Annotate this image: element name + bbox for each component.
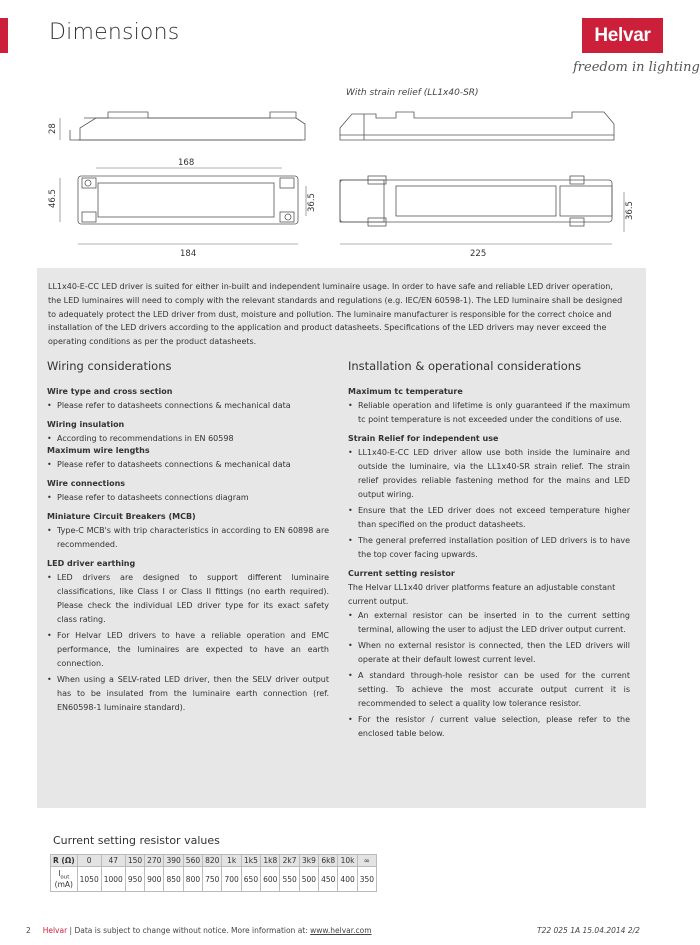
table-cell: 950 bbox=[125, 867, 144, 892]
driver-top-view bbox=[78, 176, 298, 224]
table-cell: 150 bbox=[125, 855, 144, 867]
wiring-section bbox=[47, 559, 329, 715]
table-cell: ∞ bbox=[357, 855, 376, 867]
list-item: • Ensure that the LED driver does not exceed temperature higher than specified on the product datasheets. bbox=[348, 504, 630, 532]
table-cell: 47 bbox=[101, 855, 125, 867]
dim-width-inner: 36.5 bbox=[307, 193, 317, 212]
document-reference: T22 025 1A 15.04.2014 2/2 bbox=[537, 926, 640, 935]
installation-section bbox=[348, 569, 630, 741]
intro-paragraph: LL1x40-E-CC LED driver is suited for either in-built and independent luminaire usage. In order to have safe and reliable LED driver operation, the LED luminaires will need to comply with the relevant standards and regulations (e.g. IEC/EN 60598-1). The LED luminaire shall be designed to adequately protect the LED driver from dust, moisture and pollution. The luminaire manufacturer is responsible for the correct choice and installation of the LED drivers according to the application and product datasheets. Specifications of the LED drivers may never exceed the operating conditions as per the product datasheets. bbox=[48, 282, 623, 347]
list-item: • An external resistor can be inserted in to the current setting terminal, allowing the user to adjust the LED driver output current. bbox=[348, 609, 630, 637]
table-cell: 0 bbox=[77, 855, 101, 867]
section-heading: Wire type and cross section bbox=[47, 387, 173, 396]
header-accent-bar bbox=[0, 18, 8, 53]
table-cell: 1k bbox=[222, 855, 241, 867]
list-item: • For Helvar LED drivers to have a reliable operation and EMC performance, the luminaires are expected to have an earth connection. bbox=[47, 629, 329, 671]
table-cell: 550 bbox=[280, 867, 299, 892]
driver-side-view bbox=[70, 112, 305, 140]
list-item: • Please refer to datasheets connections & mechanical data bbox=[47, 399, 329, 413]
list-item: • Type-C MCB's with trip characteristics in according to EN 60898 are recommended. bbox=[47, 524, 329, 552]
list-item: • Reliable operation and lifetime is only guaranteed if the maximum tc point temperature is not exceeded under the conditions of use. bbox=[348, 399, 630, 427]
wiring-section bbox=[47, 387, 329, 413]
table-cell: 700 bbox=[222, 867, 241, 892]
table-cell: 2k7 bbox=[280, 855, 299, 867]
table-cell: 850 bbox=[164, 867, 183, 892]
footer-brand: Helvar bbox=[42, 926, 68, 935]
table-cell: 450 bbox=[319, 867, 338, 892]
wiring-section bbox=[47, 479, 329, 505]
table-cell: 10k bbox=[338, 855, 357, 867]
section-heading: Miniature Circuit Breakers (MCB) bbox=[47, 512, 196, 521]
tagline: freedom in lighting bbox=[573, 60, 700, 75]
installation-section bbox=[348, 387, 630, 427]
table-cell: 900 bbox=[145, 867, 164, 892]
dimension-drawings bbox=[0, 95, 677, 265]
wiring-section bbox=[47, 420, 329, 446]
installation-column bbox=[348, 359, 630, 748]
table-row bbox=[51, 855, 377, 867]
table-row-header bbox=[51, 855, 78, 867]
wiring-section bbox=[47, 446, 329, 472]
table-cell: 500 bbox=[299, 867, 318, 892]
resistor-intro: The Helvar LL1x40 driver platforms feature an adjustable constant current output. bbox=[348, 583, 616, 606]
list-item: • When using a SELV-rated LED driver, then the SELV driver output has to be insulated from the luminaire earth connection (ref. EN60598-1 luminaire standard). bbox=[47, 673, 329, 715]
table-cell: 750 bbox=[203, 867, 222, 892]
wiring-title: Wiring considerations bbox=[47, 359, 172, 373]
dim-width-sr: 36.5 bbox=[625, 201, 635, 220]
list-item: • When no external resistor is connected, then the LED drivers will operate at their default lowest current level. bbox=[348, 639, 630, 667]
table-row-header bbox=[51, 867, 78, 892]
footer bbox=[26, 926, 372, 935]
list-item: • A standard through-hole resistor can be used for the current setting. To achieve the most accurate output current it is recommended to select a quality low tolerance resistor. bbox=[348, 669, 630, 711]
table-cell: 3k9 bbox=[299, 855, 318, 867]
dim-length-outer: 184 bbox=[180, 249, 197, 259]
dim-height: 28 bbox=[48, 123, 58, 134]
i-label-unit: (mA) bbox=[54, 880, 73, 890]
footer-url-link[interactable]: www.helvar.com bbox=[310, 926, 372, 935]
dim-width: 46.5 bbox=[48, 189, 58, 208]
table-cell: 390 bbox=[164, 855, 183, 867]
section-heading: Wiring insulation bbox=[47, 420, 125, 429]
table-cell: 400 bbox=[338, 867, 357, 892]
table-cell: 820 bbox=[203, 855, 222, 867]
driver-sr-top-view bbox=[340, 176, 612, 226]
dim-length-sr: 225 bbox=[470, 249, 487, 259]
strain-relief-label: With strain relief (LL1x40-SR) bbox=[346, 88, 479, 98]
list-item: • For the resistor / current value selection, please refer to the enclosed table below. bbox=[348, 713, 630, 741]
table-cell: 1k8 bbox=[261, 855, 280, 867]
wiring-section bbox=[47, 512, 329, 552]
i-label-main: I bbox=[58, 868, 61, 878]
table-cell: 350 bbox=[357, 867, 376, 892]
installation-title: Installation & operational considerations bbox=[348, 359, 582, 373]
r-label: R (Ω) bbox=[53, 856, 75, 865]
page-number: 2 bbox=[26, 926, 31, 935]
table-cell: 560 bbox=[183, 855, 202, 867]
list-item: • Please refer to datasheets connections diagram bbox=[47, 491, 329, 505]
table-row bbox=[51, 867, 377, 892]
logo-text: Helvar bbox=[594, 24, 651, 46]
wiring-column bbox=[47, 359, 329, 722]
installation-section bbox=[348, 434, 630, 562]
section-heading: Maximum tc temperature bbox=[348, 387, 463, 396]
list-item: • LL1x40-E-CC LED driver allow use both inside the luminaire and outside the luminaire, via the LL1x40-SR strain relief. The strain relief provides reliable fastening method for the mains and LED output wiring. bbox=[348, 446, 630, 502]
page-title: Dimensions bbox=[49, 20, 180, 45]
section-heading: LED driver earthing bbox=[47, 559, 136, 568]
list-item: • According to recommendations in EN 60598 bbox=[47, 432, 329, 446]
driver-sr-side-view bbox=[340, 112, 614, 140]
i-label-sub: out bbox=[60, 874, 70, 881]
list-item: • LED drivers are designed to support different luminaire classifications, like Class I or Class II fittings (no earth required). Please check the individual LED driver type for its exact safety class rating. bbox=[47, 571, 329, 627]
table-cell: 270 bbox=[145, 855, 164, 867]
table-cell: 600 bbox=[261, 867, 280, 892]
dim-length-inner: 168 bbox=[178, 158, 195, 168]
resistor-table-title: Current setting resistor values bbox=[53, 834, 220, 847]
section-heading: Current setting resistor bbox=[348, 569, 455, 578]
helvar-logo bbox=[582, 18, 663, 53]
table-cell: 1000 bbox=[101, 867, 125, 892]
list-item: • Please refer to datasheets connections & mechanical data bbox=[47, 458, 329, 472]
list-item: • The general preferred installation position of LED drivers is to have the top cover facing upwards. bbox=[348, 534, 630, 562]
table-cell: 6k8 bbox=[319, 855, 338, 867]
resistor-table bbox=[50, 854, 377, 892]
section-heading: Strain Relief for independent use bbox=[348, 434, 499, 443]
section-heading: Wire connections bbox=[47, 479, 126, 488]
table-cell: 650 bbox=[241, 867, 260, 892]
table-cell: 1050 bbox=[77, 867, 101, 892]
footer-notice: | Data is subject to change without notice. More information at: bbox=[67, 926, 311, 935]
table-cell: 1k5 bbox=[241, 855, 260, 867]
table-cell: 800 bbox=[183, 867, 202, 892]
dimension-lines bbox=[60, 118, 624, 244]
section-heading: Maximum wire lengths bbox=[47, 446, 150, 455]
